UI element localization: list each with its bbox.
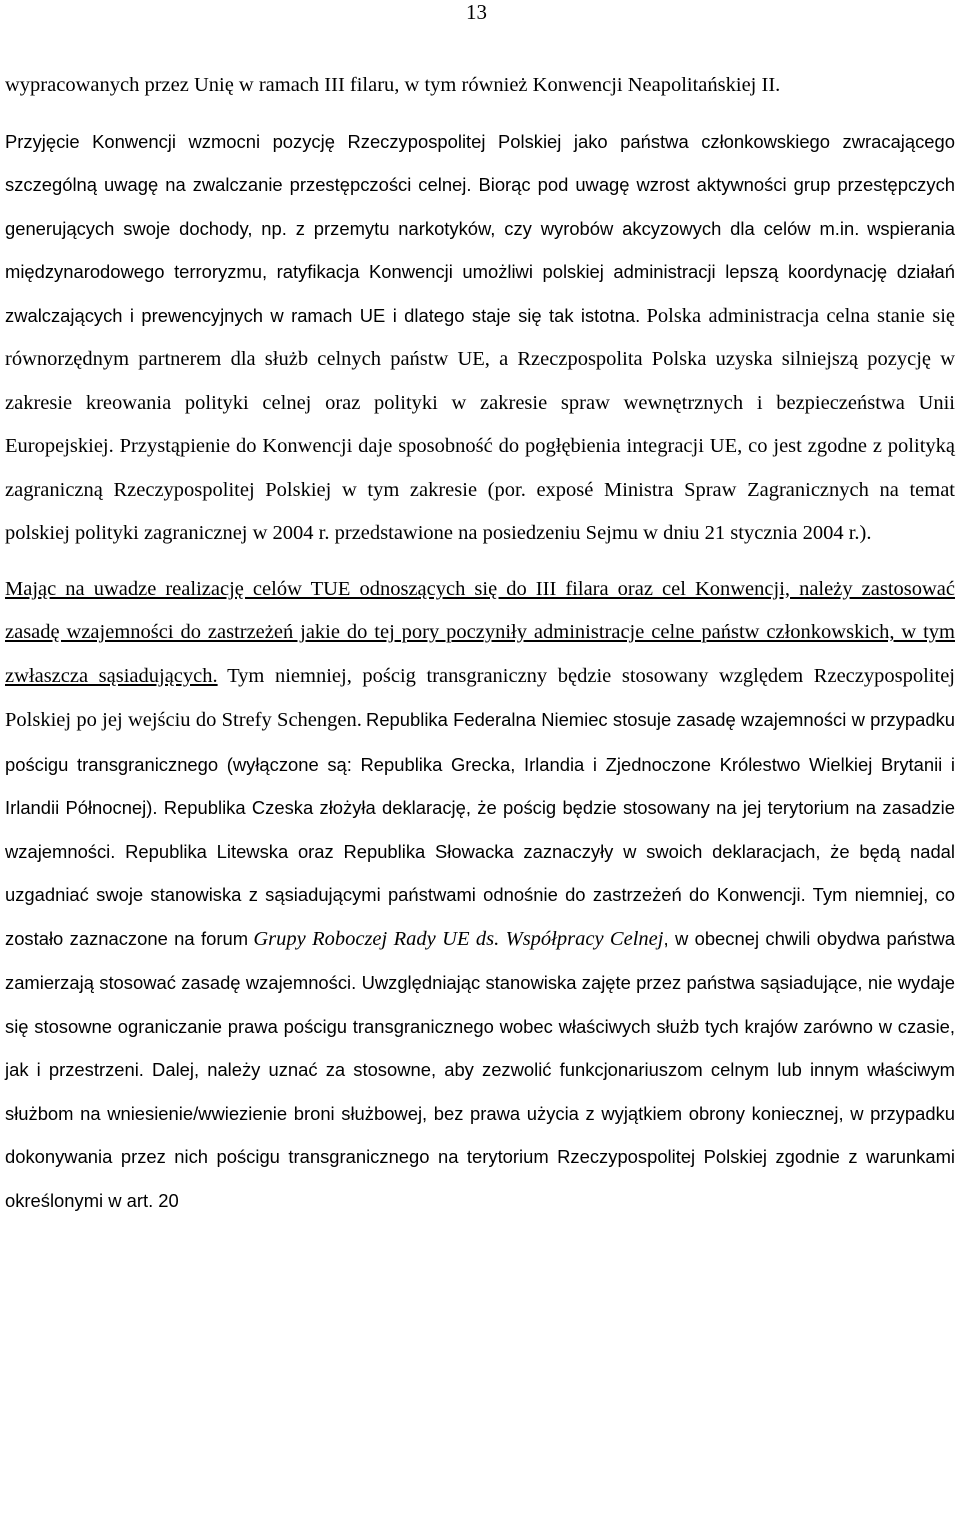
- paragraph-3-sans-text-a: Republika Federalna Niemiec stosuje zasadę wzajemności w przypadku pościgu transgranicznego (wyłączone są: Republika Grecka, Irlandia i Zjednoczone Królestwo Wielkiej Brytanii i Irlandii Północnej). Republika Czeska złożyła deklarację, że pościg będzie stosowany na jej terytorium na zasadzie wzajemności. Republika Litewska oraz Republika Słowacka zaznaczyły w swoich deklaracjach, że będą nadal uzgadniać swoje stanowiska z sąsiadującymi państwami odnośnie do zastrzeżeń do Konwencji. Tym niemniej, co zostało zaznaczone na forum: [5, 709, 955, 949]
- paragraph-3-underlined-text: Mając na uwadze realizację celów TUE odnoszących się do III filara oraz cel Konwencji, należy zastosować zasadę wzajemności do zastrzeżeń jakie do tej pory poczyniły administracje celne państw członkowskich, w tym zwłaszcza sąsiadujących.: [5, 577, 955, 687]
- paragraph-3: [5, 568, 955, 1223]
- paragraph-2: [5, 120, 955, 556]
- paragraph-2-sans-text-a: Przyjęcie Konwencji wzmocni pozycję Rzeczypospolitej Polskiej jako państwa członkowskiego zwracającego szczególną uwagę na zwalczanie przestępczości celnej. Biorąc pod uwagę wzrost aktywności grup przestępczych generujących swoje dochody, np. z przemytu narkotyków, czy wyrobów akcyzowych dla celów m.in.: [5, 130, 955, 239]
- paragraph-2-sans-text-b: wspierania międzynarodowego terroryzmu, ratyfikacja Konwencji umożliwi polskiej administracji lepszą koordynację działań zwalczających i prewencyjnych w ramach UE i dlatego staje się tak istotna.: [5, 217, 955, 326]
- paragraph-3-sans-text-b: , w obecnej chwili obydwa państwa zamierzają stosować zasadę wzajemności. Uwzględniając stanowiska zajęte przez państwa sąsiadujące, nie wydaje się stosowne ograniczanie prawa pościgu transgranicznego wobec właściwych służb tych krajów zarówno w czasie, jak i przestrzeni. Dalej, należy uznać za stosowne, aby zezwolić funkcjonariuszom celnym lub innym właściwym służbom na wniesienie/wwiezienie broni służbowej, bez prawa użycia z wyjątkiem obrony koniecznej, w przypadku dokonywania przez nich pościgu transgranicznego na terytorium Rzeczypospolitej Polskiej zgodnie z warunkami określonymi w art. 20: [5, 927, 956, 1211]
- document-body: [5, 64, 955, 1222]
- page-number: 13: [466, 0, 487, 24]
- paragraph-3-serif-text: Tym niemniej, pościg transgraniczny będzie stosowany względem Rzeczypospolitej Polskiej po jej wejściu do Strefy Schengen.: [5, 664, 955, 731]
- paragraph-3-italic-text: Grupy Roboczej Rady UE ds. Współpracy Celnej: [253, 927, 664, 950]
- paragraph-1: wypracowanych przez Unię w ramach III filaru, w tym również Konwencji Neapolitańskiej II.: [5, 74, 781, 96]
- paragraph-2-serif-text: Polska administracja celna stanie się równorzędnym partnerem dla służb celnych państw UE, a Rzeczpospolita Polska uzyska silniejszą pozycję w zakresie kreowania polityki celnej oraz polityki w zakresie spraw wewnętrznych i bezpieczeństwa Unii Europejskiej. Przystąpienie do Konwencji daje sposobność do pogłębienia integracji UE, co jest zgodne z polityką zagraniczną Rzeczypospolitej Polskiej w tym zakresie (por. exposé Ministra Spraw Zagranicznych na temat polskiej polityki zagranicznej w 2004 r. przedstawione na posiedzeniu Sejmu w dniu 21 stycznia 2004 r.).: [5, 304, 955, 544]
